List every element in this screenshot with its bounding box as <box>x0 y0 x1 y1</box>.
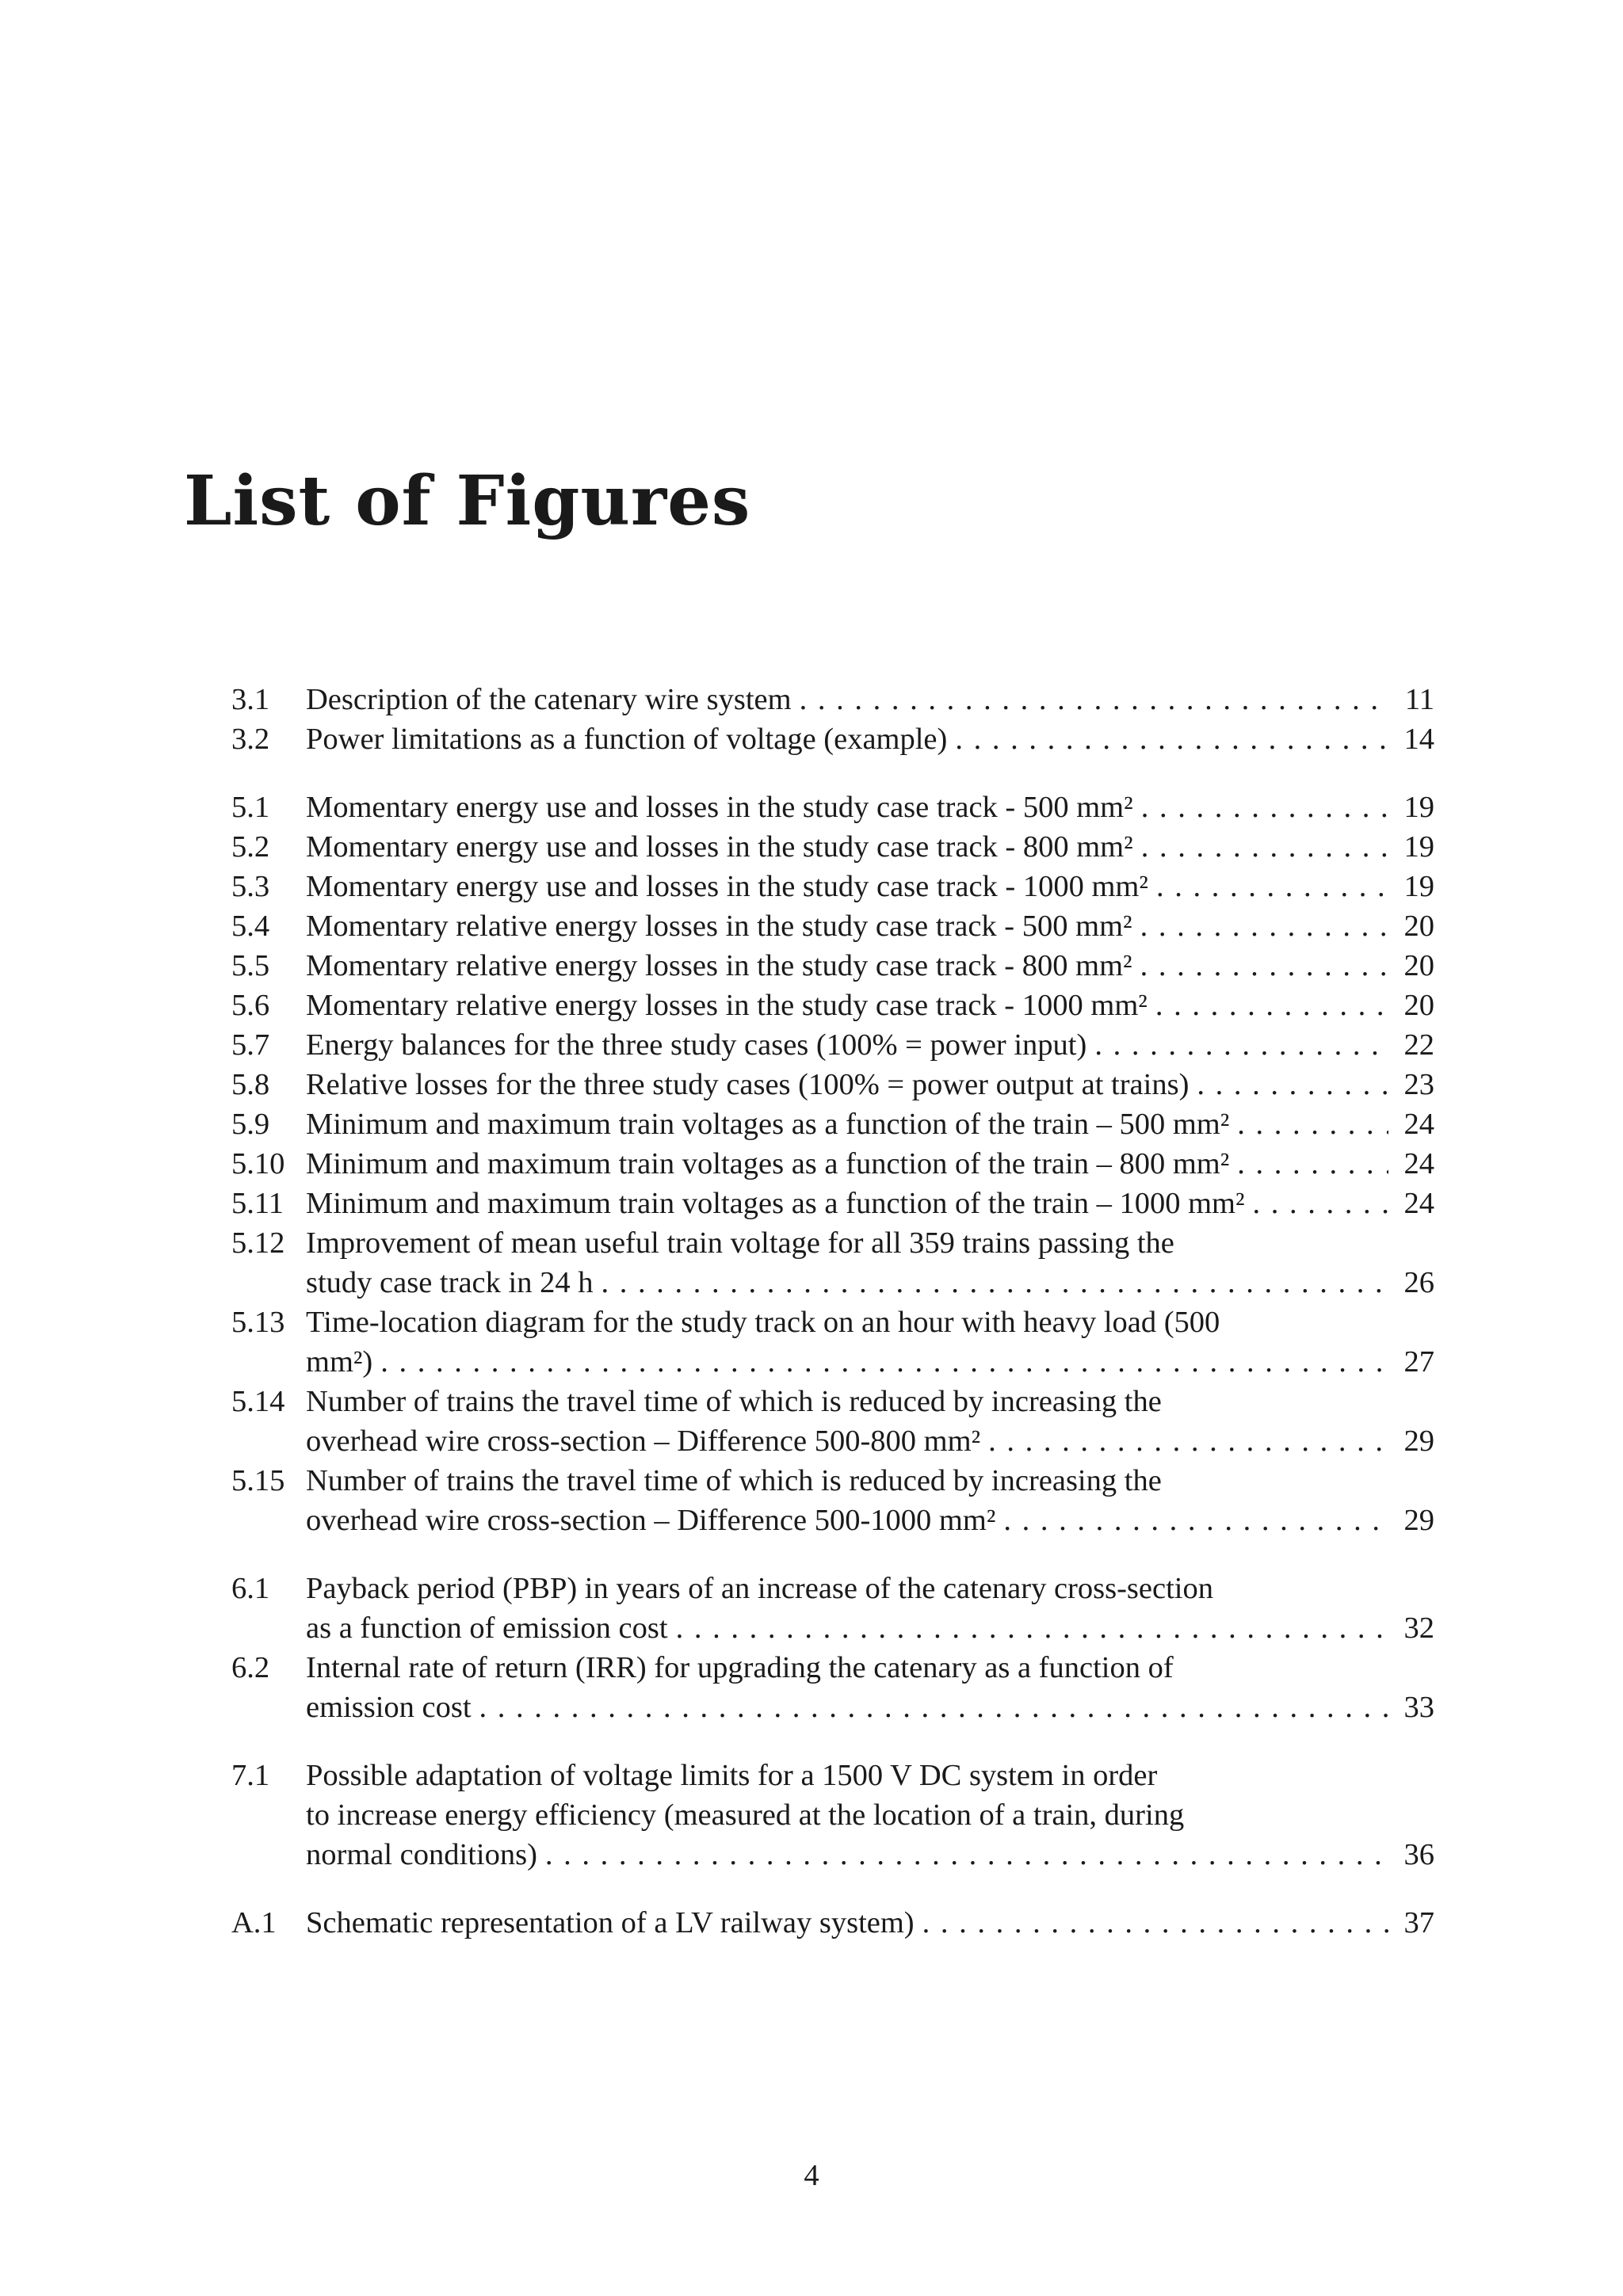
leader-dots <box>1253 1184 1388 1223</box>
figure-group <box>231 1756 1434 1875</box>
figure-entry[interactable] <box>231 1756 1434 1875</box>
list-of-figures <box>231 680 1434 1943</box>
figure-page-number: 26 <box>1403 1266 1434 1299</box>
leader-dots <box>1141 788 1388 827</box>
leader-dots <box>545 1835 1388 1875</box>
page-number: 4 <box>804 2159 819 2192</box>
figure-number: 7.1 <box>231 1759 270 1792</box>
figure-caption-line: Internal rate of return (IRR) for upgrading the catenary as a function of <box>306 1651 1174 1684</box>
figure-caption-line: to increase energy efficiency (measured at the location of a train, during <box>306 1798 1185 1832</box>
figure-entry[interactable] <box>231 986 1434 1025</box>
figure-caption-line: Schematic representation of a LV railway system) <box>306 1906 915 1939</box>
figure-number: 5.2 <box>231 830 270 864</box>
figure-caption-row <box>306 867 1434 906</box>
figure-number: 5.3 <box>231 870 270 903</box>
figure-caption-line: Number of trains the travel time of which is reduced by increasing the <box>306 1385 1162 1418</box>
figure-page-number: 20 <box>1403 910 1434 943</box>
figure-page-number: 36 <box>1403 1838 1434 1871</box>
figure-entry[interactable] <box>231 906 1434 946</box>
figure-caption-line: Payback period (PBP) in years of an increase of the catenary cross-section <box>306 1572 1213 1605</box>
leader-dots <box>1237 1104 1388 1144</box>
figure-number: A.1 <box>231 1906 277 1939</box>
figure-group <box>231 1569 1434 1727</box>
figure-caption-wrap <box>306 1608 1388 1648</box>
figure-caption-row <box>306 1903 1434 1943</box>
figure-entry[interactable] <box>231 1382 1434 1461</box>
figure-caption-line: Momentary relative energy losses in the study case track - 800 mm² <box>306 949 1132 982</box>
figure-entry[interactable] <box>231 827 1434 867</box>
figure-caption-line: Improvement of mean useful train voltage for all 359 trains passing the <box>306 1226 1174 1260</box>
figure-caption-line: Momentary relative energy losses in the study case track - 500 mm² <box>306 910 1132 943</box>
figure-caption-wrap <box>306 1184 1388 1223</box>
figure-caption-line: Momentary energy use and losses in the study case track - 500 mm² <box>306 791 1133 824</box>
figure-caption-row <box>306 827 1434 867</box>
figure-number: 5.1 <box>231 791 270 824</box>
leader-dots <box>922 1903 1388 1943</box>
figure-entry[interactable] <box>231 1302 1434 1382</box>
figure-caption-wrap <box>306 1421 1388 1461</box>
figure-caption-line: Minimum and maximum train voltages as a function of the train – 500 mm² <box>306 1108 1230 1141</box>
leader-dots <box>1237 1144 1388 1184</box>
leader-dots <box>800 680 1388 719</box>
figure-caption-wrap <box>306 1903 1388 1943</box>
figure-page-number: 37 <box>1403 1906 1434 1939</box>
figure-number: 5.7 <box>231 1028 270 1062</box>
figure-page-number: 33 <box>1403 1691 1434 1724</box>
figure-caption-line: mm²) <box>306 1345 373 1379</box>
figure-group <box>231 1903 1434 1943</box>
figure-number: 5.12 <box>231 1226 285 1260</box>
figure-entry[interactable] <box>231 1065 1434 1104</box>
figure-caption-row <box>306 906 1434 946</box>
figure-caption-line: Energy balances for the three study cases (100% = power input) <box>306 1028 1087 1062</box>
figure-number: 5.13 <box>231 1306 285 1339</box>
leader-dots <box>1141 827 1388 867</box>
figure-page-number: 14 <box>1403 723 1434 756</box>
figure-caption-row <box>306 1263 1434 1302</box>
figure-page-number: 32 <box>1403 1611 1434 1645</box>
leader-dots <box>1197 1065 1388 1104</box>
figure-entry[interactable] <box>231 946 1434 986</box>
figure-caption-row <box>306 1835 1434 1875</box>
figure-caption-line: normal conditions) <box>306 1838 537 1871</box>
figure-number: 5.10 <box>231 1147 285 1180</box>
figure-number: 5.14 <box>231 1385 285 1418</box>
figure-entry[interactable] <box>231 1461 1434 1540</box>
figure-entry[interactable] <box>231 1104 1434 1144</box>
leader-dots <box>1156 867 1388 906</box>
figure-entry[interactable] <box>231 1144 1434 1184</box>
figure-caption-wrap <box>306 680 1388 719</box>
figure-caption-line: Momentary relative energy losses in the study case track - 1000 mm² <box>306 989 1148 1022</box>
figure-caption-wrap <box>306 1263 1388 1302</box>
leader-dots <box>988 1421 1388 1461</box>
figure-caption-wrap <box>306 1065 1388 1104</box>
figure-number: 3.2 <box>231 723 270 756</box>
figure-number: 5.5 <box>231 949 270 982</box>
figure-caption-line: Time-location diagram for the study track on an hour with heavy load (500 <box>306 1306 1220 1339</box>
figure-group <box>231 680 1434 759</box>
figure-caption-row <box>306 1421 1434 1461</box>
figure-caption-line: Minimum and maximum train voltages as a function of the train – 1000 mm² <box>306 1187 1245 1220</box>
figure-caption-line: study case track in 24 h <box>306 1266 594 1299</box>
figure-page-number: 27 <box>1403 1345 1434 1379</box>
leader-dots <box>380 1342 1388 1382</box>
figure-page-number: 29 <box>1403 1425 1434 1458</box>
figure-number: 6.1 <box>231 1572 270 1605</box>
figure-number: 3.1 <box>231 683 270 716</box>
figure-caption-wrap <box>306 719 1388 759</box>
figure-caption-line: Momentary energy use and losses in the study case track - 1000 mm² <box>306 870 1148 903</box>
figure-caption-line: Momentary energy use and losses in the study case track - 800 mm² <box>306 830 1133 864</box>
figure-number: 5.9 <box>231 1108 270 1141</box>
figure-caption-row <box>306 1184 1434 1223</box>
figure-entry[interactable] <box>231 719 1434 759</box>
figure-page-number: 23 <box>1403 1068 1434 1101</box>
figure-caption-row <box>306 1342 1434 1382</box>
leader-dots <box>676 1608 1388 1648</box>
figure-caption-line: emission cost <box>306 1691 472 1724</box>
figure-page-number: 20 <box>1403 949 1434 982</box>
figure-entry[interactable] <box>231 680 1434 719</box>
figure-entry[interactable] <box>231 1184 1434 1223</box>
figure-caption-line: Power limitations as a function of voltage (example) <box>306 723 948 756</box>
figure-caption-wrap <box>306 1835 1388 1875</box>
figure-page-number: 29 <box>1403 1504 1434 1537</box>
leader-dots <box>1155 986 1388 1025</box>
figure-caption-row <box>306 1144 1434 1184</box>
leader-dots <box>1094 1025 1388 1065</box>
figure-number: 5.8 <box>231 1068 270 1101</box>
figure-caption-wrap <box>306 867 1388 906</box>
figure-caption-row <box>306 788 1434 827</box>
figure-number: 5.11 <box>231 1187 284 1220</box>
figure-caption-wrap <box>306 1342 1388 1382</box>
figure-group <box>231 788 1434 1540</box>
leader-dots <box>479 1688 1388 1727</box>
figure-number: 5.15 <box>231 1464 285 1497</box>
figure-page-number: 19 <box>1403 830 1434 864</box>
figure-caption-wrap <box>306 1104 1388 1144</box>
figure-caption-wrap <box>306 946 1388 986</box>
figure-number: 5.4 <box>231 910 270 943</box>
figure-entry[interactable] <box>231 788 1434 827</box>
figure-page-number: 24 <box>1403 1147 1434 1180</box>
figure-page-number: 19 <box>1403 791 1434 824</box>
figure-number: 6.2 <box>231 1651 270 1684</box>
figure-entry[interactable] <box>231 1648 1434 1727</box>
figure-caption-row <box>306 1065 1434 1104</box>
figure-caption-wrap <box>306 827 1388 867</box>
figure-page-number: 20 <box>1403 989 1434 1022</box>
figure-caption-wrap <box>306 788 1388 827</box>
figure-caption-line: overhead wire cross-section – Difference 500-800 mm² <box>306 1425 981 1458</box>
figure-entry[interactable] <box>231 1903 1434 1943</box>
figure-caption-line: Minimum and maximum train voltages as a function of the train – 800 mm² <box>306 1147 1230 1180</box>
figure-caption-row <box>306 1104 1434 1144</box>
figure-entry[interactable] <box>231 1025 1434 1065</box>
figure-caption-row <box>306 1501 1434 1540</box>
leader-dots <box>955 719 1388 759</box>
figure-caption-row <box>306 1688 1434 1727</box>
figure-caption-line: Number of trains the travel time of which is reduced by increasing the <box>306 1464 1162 1497</box>
figure-caption-line: Description of the catenary wire system <box>306 683 792 716</box>
figure-page-number: 22 <box>1403 1028 1434 1062</box>
figure-caption-wrap <box>306 1025 1388 1065</box>
figure-caption-line: Relative losses for the three study cases (100% = power output at trains) <box>306 1068 1190 1101</box>
figure-caption-wrap <box>306 1688 1388 1727</box>
figure-page-number: 24 <box>1403 1187 1434 1220</box>
figure-caption-wrap <box>306 986 1388 1025</box>
figure-page-number: 11 <box>1404 683 1434 716</box>
figure-entry[interactable] <box>231 1569 1434 1648</box>
leader-dots <box>1140 946 1388 986</box>
leader-dots <box>601 1263 1388 1302</box>
leader-dots <box>1003 1501 1388 1540</box>
figure-caption-row <box>306 946 1434 986</box>
leader-dots <box>1140 906 1388 946</box>
figure-caption-wrap <box>306 906 1388 946</box>
figure-caption-line: overhead wire cross-section – Difference 500-1000 mm² <box>306 1504 996 1537</box>
figure-caption-line: as a function of emission cost <box>306 1611 668 1645</box>
figure-caption-row <box>306 986 1434 1025</box>
page-title: List of Figures <box>184 461 751 541</box>
figure-page-number: 24 <box>1403 1108 1434 1141</box>
figure-caption-wrap <box>306 1501 1388 1540</box>
figure-entry[interactable] <box>231 867 1434 906</box>
figure-caption-line: Possible adaptation of voltage limits for a 1500 V DC system in order <box>306 1759 1158 1792</box>
figure-caption-row <box>306 1608 1434 1648</box>
figure-number: 5.6 <box>231 989 270 1022</box>
figure-page-number: 19 <box>1403 870 1434 903</box>
figure-caption-row <box>306 1025 1434 1065</box>
figure-caption-row <box>306 719 1434 759</box>
figure-entry[interactable] <box>231 1223 1434 1302</box>
figure-caption-wrap <box>306 1144 1388 1184</box>
figure-caption-row <box>306 680 1434 719</box>
